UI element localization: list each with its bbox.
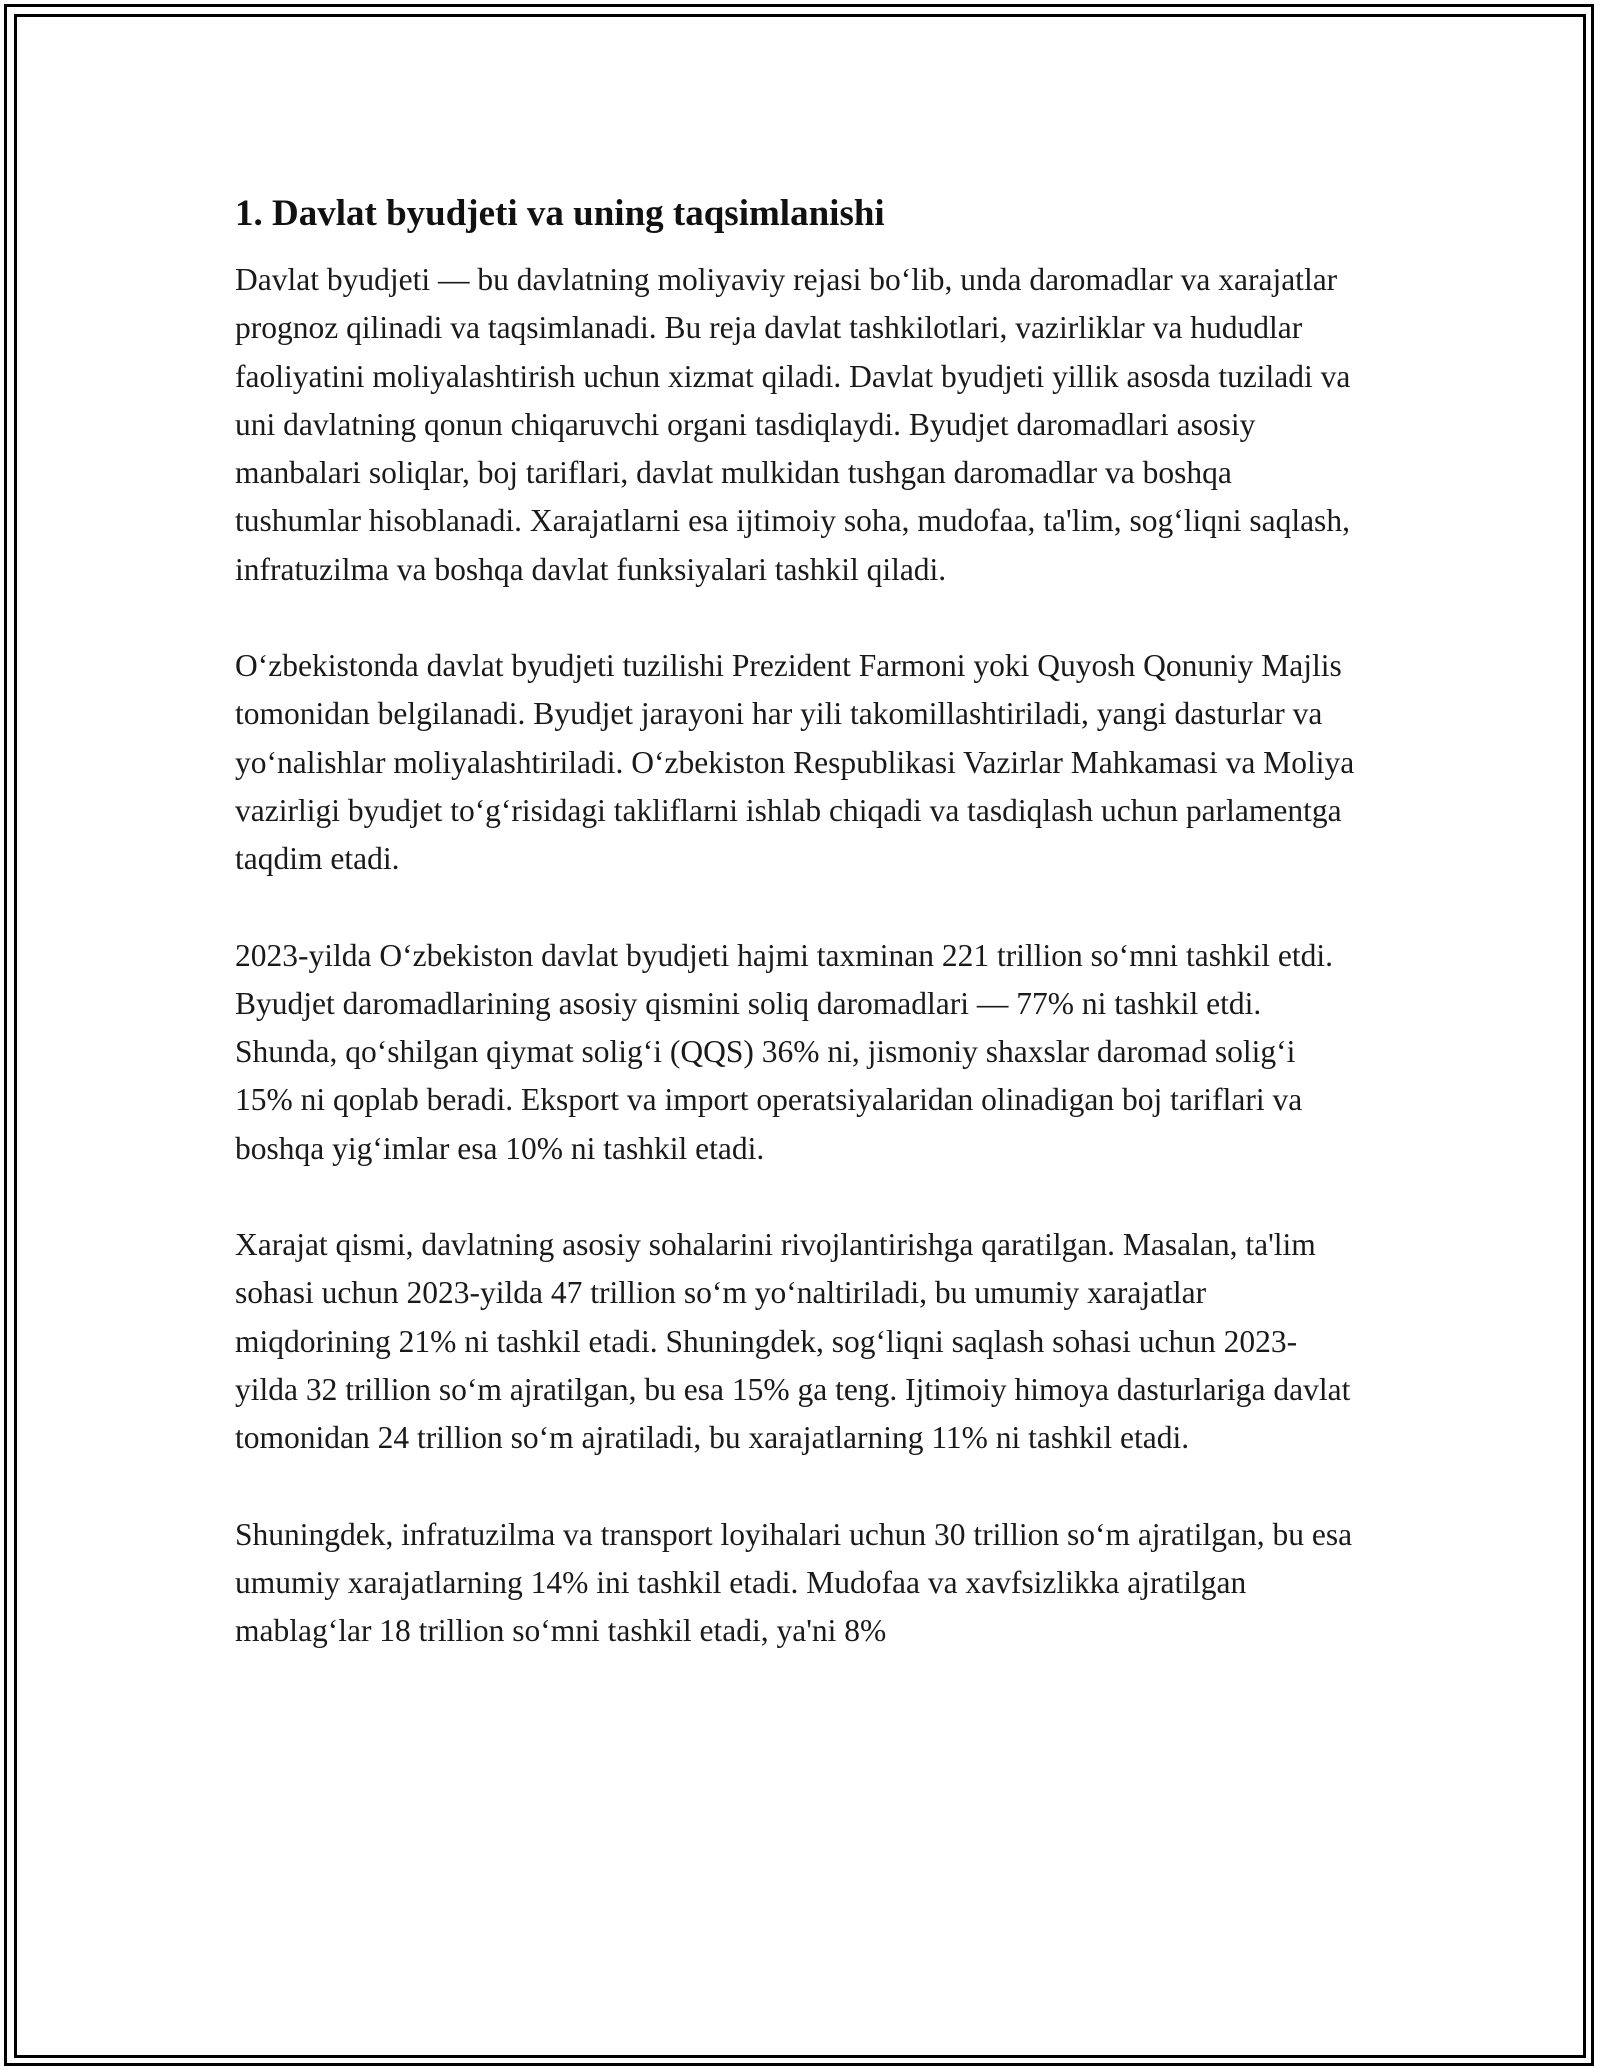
paragraph-budget-expenses: Xarajat qismi, davlatning asosiy sohalarini rivojlantirishga qaratilgan. Masalan, ta'lim sohasi uchun 2023-yilda 47 trillion so‘m yo‘naltiriladi, bu umumiy xarajatlar miqdorining 21% ni tashkil etadi. Shuningdek, sog‘liqni saqlash sohasi uchun 2023-yilda 32 trillion so‘m ajratilgan, bu esa 15% ga teng. Ijtimoiy himoya dasturlariga davlat tomonidan 24 trillion so‘m ajratiladi, bu xarajatlarning 11% ni tashkil etadi. bbox=[235, 1227, 1351, 1456]
paragraph-budget-revenue-2023: 2023-yilda O‘zbekiston davlat byudjeti hajmi taxminan 221 trillion so‘mni tashkil etdi. Byudjet daromadlarining asosiy qismini soliq daromadlari — 77% ni tashkil etdi. Shunda, qo‘shilgan qiymat solig‘i (QQS) 36% ni, jismoniy shaxslar daromad solig‘i 15% ni qoplab beradi. Eksport va import operatsiyalaridan olinadigan boj tariflari va boshqa yig‘imlar esa 10% ni tashkil etadi. bbox=[235, 937, 1333, 1166]
paragraph-budget-structure: O‘zbekistonda davlat byudjeti tuzilishi Prezident Farmoni yoki Quyosh Qonuniy Majlis tomonidan belgilanadi. Byudjet jarayoni har yili takomillashtiriladi, yangi dasturlar va yo‘nalishlar moliyalashtiriladi. O‘zbekiston Respublikasi Vazirlar Mahkamasi va Moliya vazirligi byudjet to‘g‘risidagi takliflarni ishlab chiqadi va tasdiqlash uchun parlamentga taqdim etadi. bbox=[235, 648, 1355, 877]
section-heading: 1. Davlat byudjeti va uning taqsimlanishi bbox=[235, 193, 885, 234]
paragraph-budget-definition: Davlat byudjeti — bu davlatning moliyaviy rejasi bo‘lib, unda daromadlar va xarajatlar prognoz qilinadi va taqsimlanadi. Bu reja davlat tashkilotlari, vazirliklar va hududlar faoliyatini moliyalashtirish uchun xizmat qiladi. Davlat byudjeti yillik asosda tuziladi va uni davlatning qonun chiqaruvchi organi tasdiqlaydi. Byudjet daromadlari asosiy manbalari soliqlar, boj tariflari, davlat mulkidan tushgan daromadlar va boshqa tushumlar hisoblanadi. Xarajatlarni esa ijtimoiy soha, mudofaa, ta'lim, sog‘liqni saqlash, infratuzilma va boshqa davlat funksiyalari tashkil qiladi. bbox=[235, 262, 1351, 587]
paragraph-infrastructure-defense: Shuningdek, infratuzilma va transport loyihalari uchun 30 trillion so‘m ajratilgan, bu esa umumiy xarajatlarning 14% ini tashkil etadi. Mudofaa va xavfsizlikka ajratilgan mablag‘lar 18 trillion so‘mni tashkil etadi, ya'ni 8% bbox=[235, 1516, 1353, 1649]
document-body bbox=[235, 190, 1355, 1703]
